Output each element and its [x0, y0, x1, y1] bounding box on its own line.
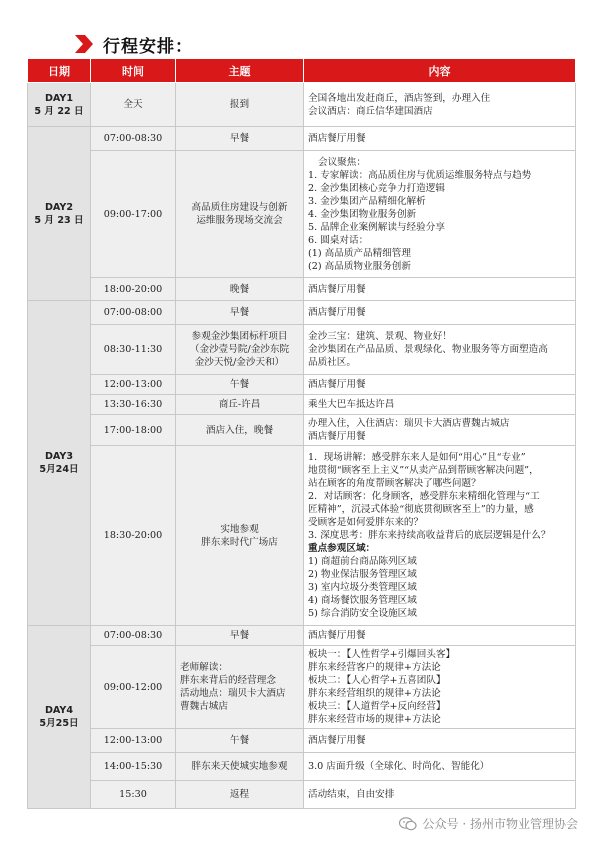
- topic-cell: 早餐: [176, 301, 304, 325]
- time-cell: 17:00-18:00: [91, 415, 176, 446]
- time-cell: 12:00-13:00: [91, 729, 176, 753]
- content-line: 5. 品牌企业案例解读与经验分享: [308, 221, 445, 233]
- topic-cell: 酒店入住，晚餐: [176, 415, 304, 446]
- focus-item: 2) 物业保洁服务管理区域: [308, 569, 417, 580]
- table-row: [28, 301, 576, 325]
- content-cell: 3.0 店面升级（全球化、时尚化、智能化）: [304, 753, 576, 781]
- day-label: DAY1: [44, 92, 74, 104]
- table-row: [28, 415, 576, 446]
- topic-cell: 午餐: [176, 729, 304, 753]
- table-row: [28, 278, 576, 301]
- day-date: 5月25日: [39, 718, 79, 729]
- content-cell: 酒店餐厅用餐: [304, 729, 576, 753]
- topic-cell: 午餐: [176, 375, 304, 395]
- content-line: 3. 金沙集团产品精细化解析: [308, 195, 426, 207]
- topic-line: 金沙天悦/金沙天和）: [194, 357, 285, 368]
- content-line: 品质社区。: [308, 357, 356, 368]
- table-row: [28, 395, 576, 415]
- time-cell: 12:00-13:00: [91, 375, 176, 395]
- table-row: [28, 375, 576, 395]
- table-row: [28, 151, 576, 278]
- content-line: 金沙集团在产品品质、景观绿化、物业服务等方面塑造高: [308, 344, 548, 355]
- content-line: 3. 深度思考：胖东来持续高收益背后的底层逻辑是什么？: [308, 530, 551, 541]
- focus-item: 3) 室内垃圾分类管理区域: [308, 582, 417, 593]
- day-cell: [28, 127, 91, 301]
- header-topic: 主题: [176, 59, 304, 83]
- time-cell: 18:00-20:00: [91, 278, 176, 301]
- chevron-right-icon: [73, 33, 95, 55]
- table-row: [28, 753, 576, 781]
- topic-cell: 报到: [176, 83, 304, 127]
- content-line: 板块三：【人道哲学+反向经营】: [308, 701, 446, 712]
- content-line: 全国各地出发赶商丘，酒店签到，办理入住: [308, 92, 491, 104]
- content-line: 1. 专家解读：高品质住房与优质运维服务特点与趋势: [308, 169, 532, 181]
- topic-line: 曹魏古城店: [180, 701, 228, 712]
- time-cell: 07:00-08:30: [91, 626, 176, 646]
- day-date: 5 月 23 日: [34, 214, 84, 226]
- section-header: [73, 31, 193, 57]
- wechat-icon: [399, 817, 417, 831]
- watermark-footer: [399, 815, 578, 832]
- table-row: [28, 729, 576, 753]
- content-line: 2．对话顾客：化身顾客，感受胖东来精细化管理与“工: [308, 491, 540, 502]
- table-row: [28, 781, 576, 809]
- topic-cell: [176, 646, 304, 729]
- topic-line: 运维服务现场交流会: [196, 215, 283, 226]
- content-line: 站在顾客的角度帮顾客解决了哪些问题？: [308, 478, 481, 489]
- topic-cell: [176, 446, 304, 626]
- content-line: (1) 高品质产品精细管理: [308, 247, 411, 259]
- content-cell: [304, 83, 576, 127]
- focus-item: 4) 商场餐饮服务管理区域: [308, 595, 417, 606]
- day-label: DAY4: [44, 705, 74, 716]
- topic-cell: 晚餐: [176, 278, 304, 301]
- time-cell: 全天: [91, 83, 176, 127]
- table-row: [28, 646, 576, 729]
- topic-line: 参观金沙集团标杆项目: [191, 331, 288, 342]
- topic-cell: 返程: [176, 781, 304, 809]
- time-cell: 07:00-08:00: [91, 301, 176, 325]
- topic-cell: 早餐: [176, 127, 304, 151]
- time-cell: 15:30: [91, 781, 176, 809]
- content-line: 板块一：【人性哲学+引爆回头客】: [308, 649, 456, 660]
- content-line: 会议聚焦：: [318, 156, 366, 168]
- topic-line: 实地参观: [220, 523, 259, 535]
- focus-title: 重点参观区域：: [308, 543, 376, 554]
- table-header-row: [28, 59, 576, 83]
- topic-cell: 胖东来天使城实地参观: [176, 753, 304, 781]
- time-cell: 14:00-15:30: [91, 753, 176, 781]
- time-cell: 18:30-20:00: [91, 446, 176, 626]
- day-date: 5 月 22 日: [34, 105, 84, 117]
- day-cell: [28, 83, 91, 127]
- schedule-table: [27, 58, 576, 809]
- content-cell: 酒店餐厅用餐: [304, 301, 576, 325]
- topic-line: 胖东来背后的经营理念: [180, 675, 276, 686]
- time-cell: 07:00-08:30: [91, 127, 176, 151]
- content-cell: 酒店餐厅用餐: [304, 127, 576, 151]
- table-row: [28, 127, 576, 151]
- topic-cell: [176, 325, 304, 375]
- content-cell: [304, 151, 576, 278]
- content-line: 胖东来经营客户的规律+方法论: [308, 662, 441, 673]
- content-line: 2. 金沙集团核心竞争力打造逻辑: [308, 182, 445, 194]
- focus-item: 1) 商超前台商品陈列区域: [308, 556, 417, 567]
- content-line: 受顾客是如何爱胖东来的？: [308, 517, 424, 528]
- day-label: DAY3: [44, 451, 74, 462]
- table-row: [28, 83, 576, 127]
- topic-cell: [176, 151, 304, 278]
- content-line: 胖东来经营市场的规律+方法论: [308, 714, 441, 725]
- content-line: 办理入住，入住酒店：瑞贝卡大酒店曹魏古城店: [308, 418, 510, 429]
- topic-cell: 早餐: [176, 626, 304, 646]
- content-line: 匠精神”，沉浸式体验“彻底贯彻顾客至上”的力量，感: [308, 504, 534, 515]
- focus-item: 5) 综合消防安全设施区域: [308, 608, 417, 619]
- topic-line: 老师解读：: [180, 662, 228, 673]
- content-line: 1．现场讲解：感受胖东来人是如何“用心”且“专业”: [308, 452, 526, 463]
- content-cell: 乘坐大巴车抵达许昌: [304, 395, 576, 415]
- time-cell: 08:30-11:30: [91, 325, 176, 375]
- time-cell: 13:30-16:30: [91, 395, 176, 415]
- section-title: 行程安排：: [103, 36, 193, 57]
- content-line: 板块二：【人心哲学+五喜团队】: [308, 675, 446, 686]
- header-date: 日期: [28, 59, 91, 83]
- content-cell: [304, 325, 576, 375]
- day-date: 5月24日: [39, 464, 79, 475]
- footer-text: 公众号 · 扬州市物业管理协会: [422, 817, 578, 831]
- header-time: 时间: [91, 59, 176, 83]
- content-line: 金沙三宝：建筑、景观、物业好！: [308, 331, 452, 342]
- day-label: DAY2: [44, 201, 74, 213]
- content-line: 地贯彻“顾客至上主义”“从卖产品到帮顾客解决问题”，: [308, 465, 539, 476]
- content-cell: 活动结束，自由安排: [304, 781, 576, 809]
- topic-line: 胖东来时代广场店: [201, 536, 278, 548]
- content-line: 胖东来经营组织的规律+方法论: [308, 688, 441, 699]
- content-cell: [304, 415, 576, 446]
- topic-line: 高品质住房建设与创新: [191, 202, 288, 213]
- topic-line: 活动地点：瑞贝卡大酒店: [180, 688, 286, 699]
- content-cell: [304, 646, 576, 729]
- content-line: 4. 金沙集团物业服务创新: [308, 208, 417, 220]
- content-line: (2) 高品质物业服务创新: [308, 260, 411, 272]
- table-row: [28, 325, 576, 375]
- content-line: 酒店餐厅用餐: [308, 431, 366, 442]
- header-content: 内容: [304, 59, 576, 83]
- content-cell: [304, 446, 576, 626]
- content-cell: 酒店餐厅用餐: [304, 626, 576, 646]
- content-line: 6. 圆桌对话：: [308, 234, 369, 246]
- time-cell: 09:00-17:00: [91, 151, 176, 278]
- time-cell: 09:00-12:00: [91, 646, 176, 729]
- table-row: [28, 446, 576, 626]
- topic-line: （金沙壹号院/金沙东院: [189, 344, 290, 355]
- content-line: 会议酒店：商丘信华建国酒店: [308, 105, 433, 117]
- day-cell: [28, 626, 91, 809]
- content-cell: 酒店餐厅用餐: [304, 278, 576, 301]
- content-cell: 酒店餐厅用餐: [304, 375, 576, 395]
- topic-cell: 商丘-许昌: [176, 395, 304, 415]
- table-row: [28, 626, 576, 646]
- day-cell: [28, 301, 91, 626]
